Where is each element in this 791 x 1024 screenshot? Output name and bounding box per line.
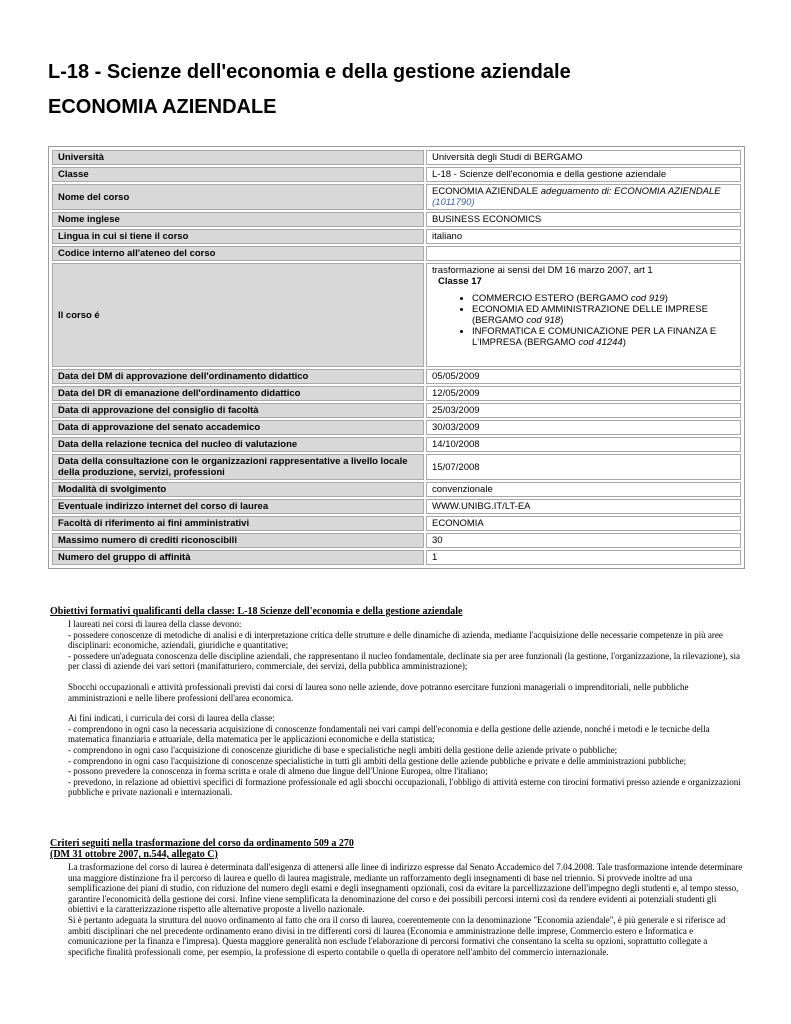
paragraph: Si è pertanto adeguata la struttura del nuovo ordinamento al fatto che ora il corso di laurea, coerentemente con la denominazione "Economia aziendale", è più generale e si riferisce ad ambiti disciplinari che nel precedente ordinamento erano divisi in tre differenti corsi di laurea (Economia e amministrazione delle imprese, Commercio estero e Informatica e comunicazione per la finanza e l'impresa). Questa maggiore generalità non esclude l'elaborazione di percorsi formativi che consentano la scelta su opzioni, soprattutto collegate a specifiche finalità professionali come, per esempio, la professione di esperto contabile o quella di operatore nell'ambito del commercio internazionale. [68,914,726,957]
label-lingua: Lingua in cui si tiene il corso [52,229,424,244]
table-row [52,482,741,497]
value-data-dm: 05/05/2009 [426,369,741,384]
value-gruppo: 1 [426,550,741,565]
label-universita: Università [52,150,424,165]
value-crediti: 30 [426,533,741,548]
list-item [472,304,735,326]
course-item-close: ) [560,315,564,326]
course-name: ECONOMIA AZIENDALE [432,186,539,197]
label-crediti: Massimo numero di crediti riconoscibili [52,533,424,548]
table-row [52,263,741,367]
obiettivi-section [50,606,745,798]
table-row [52,229,741,244]
previous-courses-list [432,293,735,348]
value-codice-interno [426,246,741,261]
criteri-section [50,838,745,957]
criteri-body [68,862,745,957]
table-row [52,420,741,435]
course-code-link[interactable]: (1011790) [432,197,475,208]
table-row [52,184,741,210]
value-nome-corso [426,184,741,210]
table-row [52,499,741,514]
label-nome-inglese: Nome inglese [52,212,424,227]
table-row [52,550,741,565]
label-data-consultazione: Data della consultazione con le organizzazioni rappresentative a livello locale della produzione, servizi, professioni [52,454,424,480]
label-indirizzo: Eventuale indirizzo internet del corso di laurea [52,499,424,514]
adeguamento-text: adeguamento di: ECONOMIA AZIENDALE [540,186,721,197]
list-item [472,326,735,348]
course-item-close: ) [622,337,626,348]
course-item-name: COMMERCIO ESTERO (BERGAMO [472,293,631,304]
table-row [52,246,741,261]
paragraph: - possedere conoscenze di metodiche di analisi e di interpretazione critica delle strutture e delle dinamiche di azienda, mediante l'acquisizione delle necessarie competenze in più aree disciplinari: economiche, aziendali, giuridiche e quantitative; [68,629,723,651]
value-corso-e [426,263,741,367]
label-data-dm: Data del DM di approvazione dell'ordinamento didattico [52,369,424,384]
classe-17-heading: Classe 17 [438,276,482,287]
table-row [52,516,741,531]
label-modalita: Modalità di svolgimento [52,482,424,497]
value-universita: Università degli Studi di BERGAMO [426,150,741,165]
table-row [52,167,741,182]
label-data-nucleo: Data della relazione tecnica del nucleo di valutazione [52,437,424,452]
table-row [52,437,741,452]
course-item-code: cod 918 [526,315,561,326]
value-classe: L-18 - Scienze dell'economia e della gestione aziendale [426,167,741,182]
table-row [52,454,741,480]
criteri-title: Criteri seguiti nella trasformazione del corso da ordinamento 509 a 270 [50,838,354,849]
course-item-name: ECONOMIA ED AMMINISTRAZIONE DELLE IMPRESE (BERGAMO [472,304,708,326]
course-title: ECONOMIA AZIENDALE [48,96,277,118]
value-data-nucleo: 14/10/2008 [426,437,741,452]
label-data-senato: Data di approvazione del senato accademico [52,420,424,435]
label-codice-interno: Codice interno all'ateneo del corso [52,246,424,261]
paragraph: - prevedono, in relazione ad obiettivi specifici di formazione professionale ed agli sbocchi occupazionali, l'obbligo di attività esterne con tirocini formativi presso aziende e organizzazioni pubbliche e private nazionali e internazionali. [68,776,741,798]
course-item-code: cod 919 [630,293,665,304]
value-data-consultazione: 15/07/2008 [426,454,741,480]
value-indirizzo: WWW.UNIBG.IT/LT-EA [426,499,741,514]
table-row [52,369,741,384]
table-row [52,212,741,227]
paragraph: - possono prevedere la conoscenza in forma scritta e orale di almeno due lingue dell'Unione Europea, oltre l'italiano; [68,766,488,777]
value-lingua: italiano [426,229,741,244]
list-item [472,293,735,304]
obiettivi-body [68,619,745,798]
paragraph: - comprendono in ogni caso l'acquisizione di conoscenze specialistiche in tutti gli ambiti della gestione delle aziende pubbliche e private e delle amministrazioni pubbliche; [68,755,687,766]
paragraph: La trasformazione del corso di laurea è determinata dall'esigenza di attenersi alle linee di indirizzo espresse dal Senato Accademico del 7.04.2008. Tale trasformazione intende determinare una maggiore distinzione fra il percorso di laurea e quello di laurea magistrale, mediante un rafforzamento degli insegnamenti di base nel triennio. Si provvede inoltre ad una semplificazione dei piani di studio, con riduzione del numero degli esami e degli insegnamenti opzionali, così da evitare la parcellizzazione dell'impegno degli studenti e, al tempo stesso, garantire l'economicità della gestione dei corsi. Infine viene semplificata la denominazione del corso e dei possibili percorsi interni così da rendere evidenti ai potenziali studenti gli obiettivi e la caratterizzazione rispetto alle alternative proposte a livello nazionale. [68,862,743,915]
paragraph: - possedere un'adeguata conoscenza delle discipline aziendali, che rappresentano il nucleo fondamentale, declinate sia per aree funzionali (la gestione, l'organizzazione, la rilevazione), sia per classi di aziende dei vari settori (manifatturiero, commerciale, dei servizi, della pubblica amministrazione); [68,650,741,672]
table-row [52,533,741,548]
course-item-name: INFORMATICA E COMUNICAZIONE PER LA FINANZA E L'IMPRESA (BERGAMO [472,326,717,348]
table-row [52,403,741,418]
paragraph: - comprendono in ogni caso l'acquisizione di conoscenze giuridiche di base e specialistiche negli ambiti della gestione delle aziende private o pubbliche; [68,744,618,755]
value-nome-inglese: BUSINESS ECONOMICS [426,212,741,227]
table-row [52,386,741,401]
label-corso-e: Il corso é [52,263,424,367]
label-gruppo: Numero del gruppo di affinità [52,550,424,565]
label-data-facolta: Data di approvazione del consiglio di facoltà [52,403,424,418]
course-item-close: ) [664,293,668,304]
label-data-dr: Data del DR di emanazione dell'ordinamento didattico [52,386,424,401]
paragraph: I laureati nei corsi di laurea della classe devono: [68,619,242,629]
course-info-table [48,146,745,569]
label-nome-corso: Nome del corso [52,184,424,210]
trasformazione-text: trasformazione ai sensi del DM 16 marzo 2007, art 1 [432,265,653,276]
course-item-code: cod 41244 [578,337,623,348]
value-facolta: ECONOMIA [426,516,741,531]
label-facolta: Facoltà di riferimento ai fini amministrativi [52,516,424,531]
paragraph: Sbocchi occupazionali e attività professionali previsti dai corsi di laurea sono nelle aziende, dove potranno esercitare funzioni manageriali o imprenditoriali, nelle pubbliche amministrazioni e nelle libere professioni dell'area economica. [68,681,689,703]
paragraph: Ai fini indicati, i curricula dei corsi di laurea della classe: [68,713,275,724]
value-data-dr: 12/05/2009 [426,386,741,401]
page-title: L-18 - Scienze dell'economia e della gestione aziendale [48,61,571,83]
value-data-senato: 30/03/2009 [426,420,741,435]
criteri-subtitle: (DM 31 ottobre 2007, n.544, allegato C) [50,849,218,860]
value-modalita: convenzionale [426,482,741,497]
label-classe: Classe [52,167,424,182]
table-row [52,150,741,165]
value-data-facolta: 25/03/2009 [426,403,741,418]
paragraph: - comprendono in ogni caso la necessaria acquisizione di conoscenze fondamentali nei vari campi dell'economia e della gestione delle aziende, nonché i metodi e le tecniche della matematica finanziaria e attuariale, della matematica per le applicazioni economiche e della statistica; [68,723,710,745]
obiettivi-title: Obiettivi formativi qualificanti della classe: L-18 Scienze dell'economia e della gestione aziendale [50,606,463,617]
